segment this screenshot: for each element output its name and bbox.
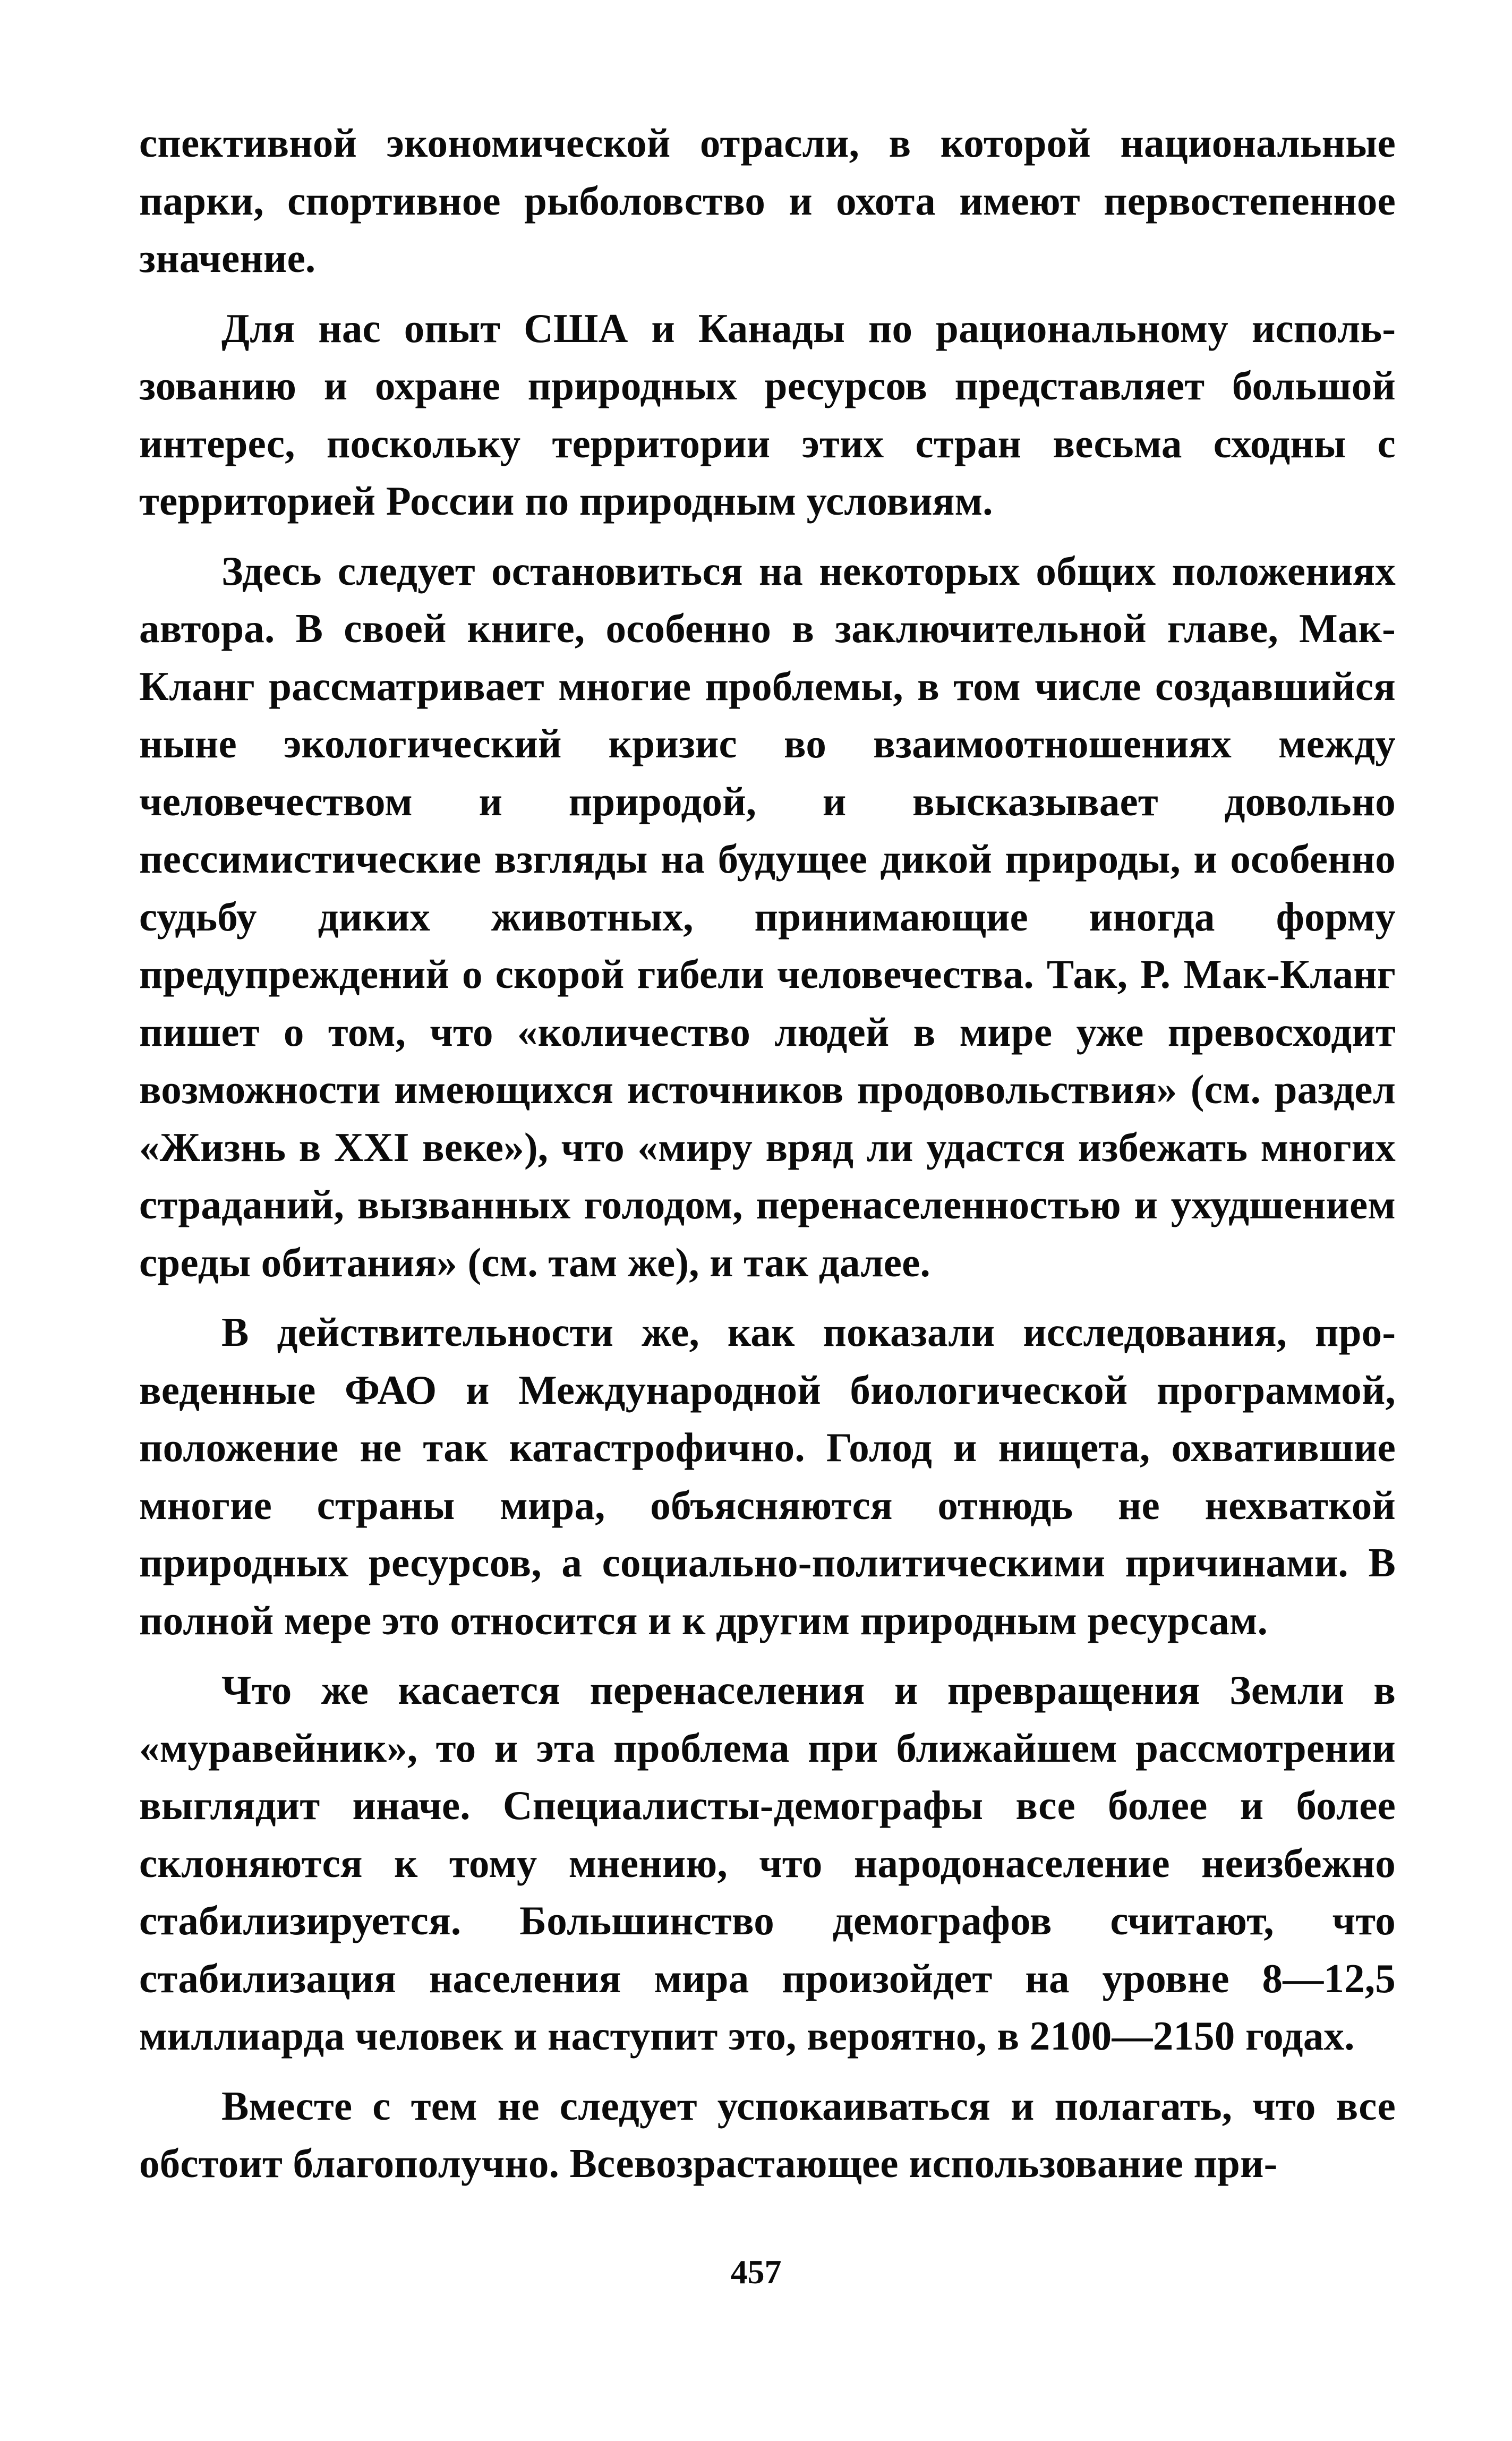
paragraph-fao-research: В действительности же, как показали исследования, проведенные ФАО и Международной биологической программой, положение не так катастрофично. Голод и нищета, охватившие многие страны мира, объясняются отнюдь не нехваткой природных ресурсов, а социально-политическими причинами. В полной мере это относится и к другим природным ресурсам. bbox=[139, 1309, 1396, 1643]
paragraph-usa-canada: Для нас опыт США и Канады по рациональному использованию и охране природных ресурсов представляет большой интерес, поскольку территории этих стран весьма сходны с территорией России по природным условиям. bbox=[139, 305, 1396, 524]
paragraph-overpopulation: Что же касается перенаселения и превращения Земли в «муравейник», то и эта проблема при ближайшем рассмотрении выглядит иначе. Специалисты-демографы все более и более склоняются к тому мнению, что народонаселение неизбежно стабилизируется. Большинство демографов считают, что стабилизация населения мира произойдет на уровне 8—12,5 миллиарда человек и наступит это, вероятно, в 2100—2150 годах. bbox=[139, 1667, 1396, 2059]
paragraph-conclusion-start: Вместе с тем не следует успокаиваться и полагать, что все обстоит благополучно. Всевозрастающее использование при- bbox=[139, 2082, 1396, 2186]
body-text bbox=[139, 114, 1396, 2205]
page-number: 457 bbox=[730, 2253, 782, 2291]
paragraph-author-positions: Здесь следует остановиться на некоторых общих положениях автора. В своей книге, особенно в заключительной главе, Мак-Кланг рассматривает многие проблемы, в том числе создавшийся ныне экологический кризис во взаимоотношениях между человечеством и природой, и высказывает довольно пессимистические взгляды на будущее дикой природы, и особенно судьбу диких животных, принимающие иногда форму предупреждений о скорой гибели человечества. Так, Р. Мак-Кланг пишет о том, что «количество людей в мире уже превосходит возможности имеющихся источников продовольствия» (см. раздел «Жизнь в XXI веке»), что «миру вряд ли удастся избежать многих страданий, вызванных голодом, перенаселенностью и ухудшением среды обитания» (см. там же), и так далее. bbox=[139, 548, 1396, 1285]
paragraph-continuation: спективной экономической отрасли, в которой национальные парки, спортивное рыболовство и охота имеют первостепенное значение. bbox=[139, 120, 1396, 281]
